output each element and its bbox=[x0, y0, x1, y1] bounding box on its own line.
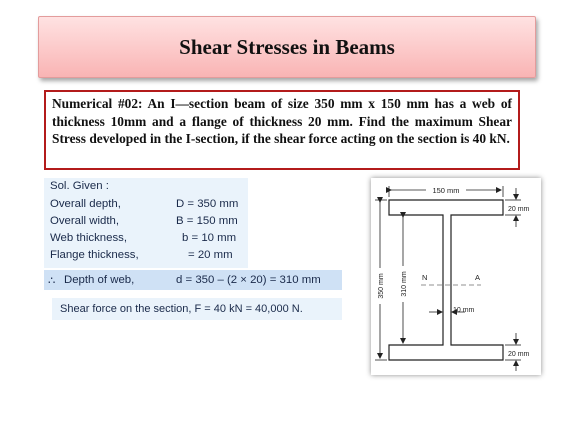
problem-statement: Numerical #02: An I—section beam of size 350 mm x 150 mm has a web of thickness 10mm and a flange of thickness 20 mm. Find the maximum Shear Stress developed in the I-section, if the shear force acting on the section is 40 kN. bbox=[44, 90, 520, 170]
therefore-symbol: ∴ bbox=[48, 275, 56, 287]
solution-heading: Sol. Given : bbox=[50, 180, 109, 192]
overall-depth-label: 350 mm bbox=[378, 273, 385, 299]
given-row bbox=[50, 249, 246, 264]
i-section-diagram bbox=[371, 178, 541, 375]
given-value: b = 10 mm bbox=[182, 232, 237, 244]
top-flange-label: 20 mm bbox=[508, 206, 530, 213]
web-depth-value: d = 350 – (2 × 20) = 310 mm bbox=[176, 274, 321, 286]
width-label: 150 mm bbox=[432, 186, 460, 195]
neutral-axis-left-label: N bbox=[422, 273, 428, 282]
slide-title: Shear Stresses in Beams bbox=[179, 34, 395, 59]
given-row bbox=[50, 232, 246, 247]
given-label: Overall width, bbox=[50, 215, 120, 227]
shear-force-text: Shear force on the section, F = 40 kN = 40,000 N. bbox=[60, 303, 303, 315]
bottom-flange-label: 20 mm bbox=[508, 351, 530, 358]
web-depth-label: Depth of web, bbox=[64, 274, 135, 286]
neutral-axis-right-label: A bbox=[475, 273, 481, 282]
given-label: Flange thickness, bbox=[50, 249, 139, 261]
given-label: Web thickness, bbox=[50, 232, 128, 244]
web-thickness-label: 10 mm bbox=[453, 307, 475, 314]
given-value: = 20 mm bbox=[188, 249, 233, 261]
given-value: D = 350 mm bbox=[176, 198, 239, 210]
shear-force-line bbox=[52, 298, 342, 320]
web-depth-line bbox=[44, 270, 342, 290]
given-label: Overall depth, bbox=[50, 198, 121, 210]
solution-given-panel bbox=[44, 178, 248, 268]
given-row bbox=[50, 215, 246, 230]
given-value: B = 150 mm bbox=[176, 215, 238, 227]
given-row bbox=[50, 198, 246, 213]
web-depth-label: 310 mm bbox=[401, 271, 408, 297]
slide-title-banner bbox=[38, 16, 536, 78]
i-section-figure bbox=[371, 178, 541, 375]
